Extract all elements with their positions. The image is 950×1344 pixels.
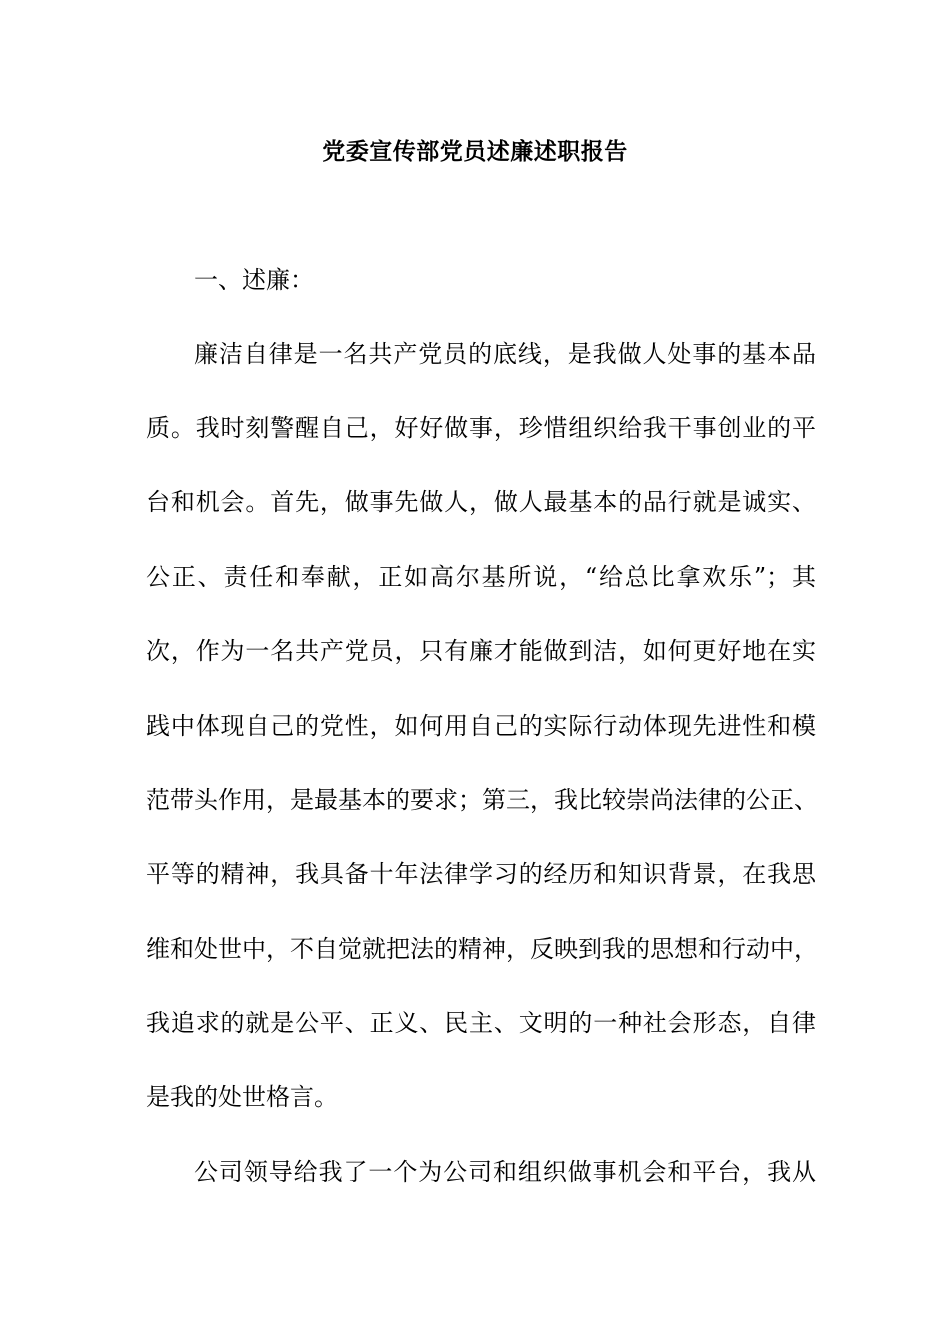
document-title: 党委宣传部党员述廉述职报告 [322,138,628,165]
body-line: 维和处世中，不自觉就把法的精神，反映到我的思想和行动中， [146,935,818,963]
body-line: 公司领导给我了一个为公司和组织做事机会和平台，我从 [194,1158,816,1186]
section-heading: 一、述廉： [194,266,314,294]
body-line: 次，作为一名共产党员，只有廉才能做到洁，如何更好地在实 [146,637,816,665]
body-line: 平等的精神，我具备十年法律学习的经历和知识背景，在我思 [146,860,816,888]
body-line: 践中体现自己的党性，如何用自己的实际行动体现先进性和模 [146,712,816,740]
body-line: 质。我时刻警醒自己，好好做事，珍惜组织给我干事创业的平 [146,414,816,442]
body-line: 范带头作用，是最基本的要求；第三，我比较崇尚法律的公正、 [146,786,818,814]
body-line: 我追求的就是公平、正义、民主、文明的一种社会形态，自律 [146,1009,816,1037]
body-line: 廉洁自律是一名共产党员的底线，是我做人处事的基本品 [194,340,816,368]
body-line: 台和机会。首先，做事先做人，做人最基本的品行就是诚实、 [146,488,816,516]
body-line: 是我的处世格言。 [146,1083,338,1111]
body-line: 公正、责任和奉献，正如高尔基所说，“给总比拿欢乐”；其 [146,563,816,591]
